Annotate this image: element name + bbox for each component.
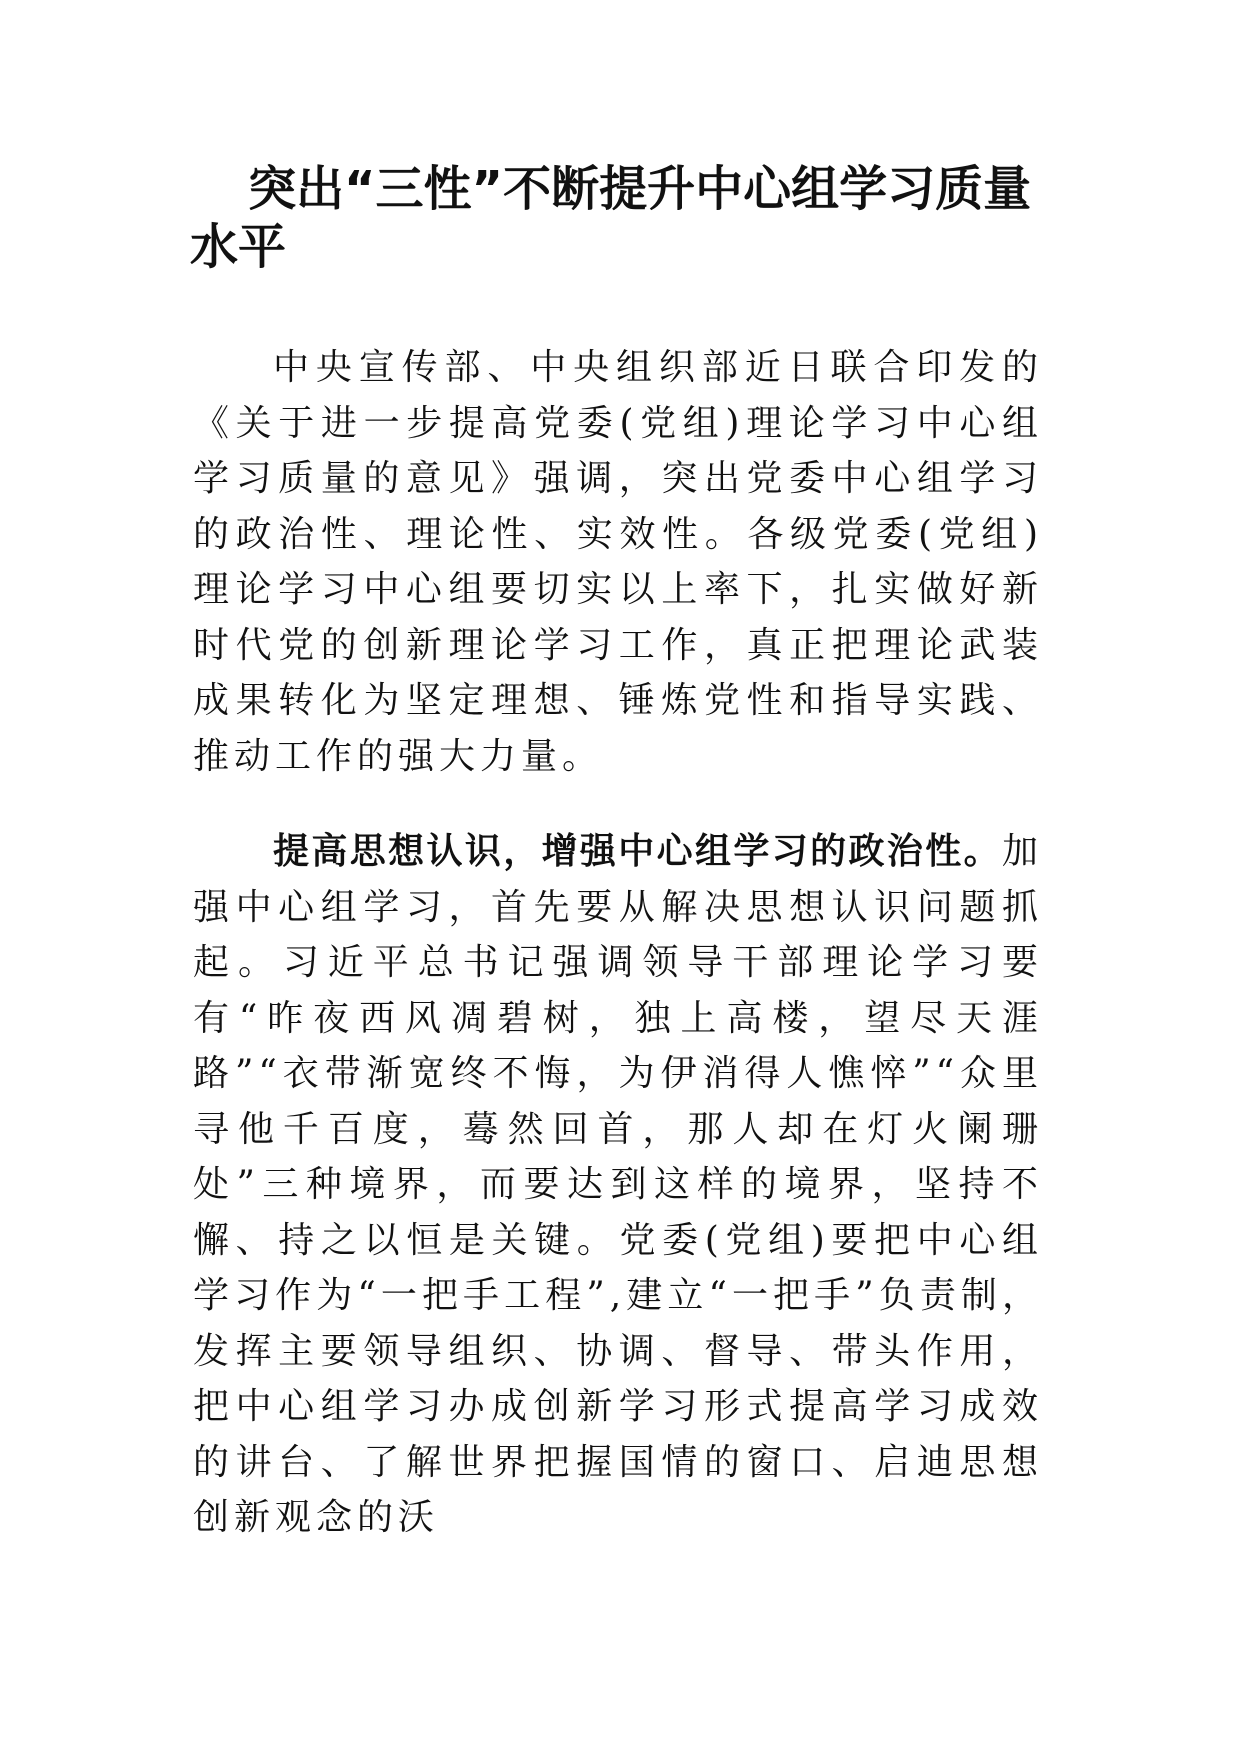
body-paragraph [193, 340, 1043, 784]
paragraph-text: 中央宣传部、中央组织部近日联合印发的《关于进一步提高党委(党组)理论学习中心组学习质量的意见》强调，突出党委中心组学习的政治性、理论性、实效性。各级党委(党组)理论学习中心组要切实以上率下，扎实做好新时代党的创新理论学习工作，真正把理论武装成果转化为坚定理想、锤炼党性和指导实践、推动工作的强大力量。 [193, 347, 1043, 777]
document-title: 突出“三性”不断提升中心组学习质量水平 [190, 161, 1032, 275]
paragraph-text: 加强中心组学习，首先要从解决思想认识问题抓起。习近平总书记强调领导干部理论学习要有“昨夜西风凋碧树，独上高楼，望尽天涯路”“衣带渐宽终不悔，为伊消得人憔悴”“众里寻他千百度，蓦然回首，那人却在灯火阑珊处”三种境界，而要达到这样的境界，坚持不懈、持之以恒是关键。党委(党组)要把中心组学习作为“一把手工程”,建立“一把手”负责制，发挥主要领导组织、协调、督导、带头作用，把中心组学习办成创新学习形式提高学习成效的讲台、了解世界把握国情的窗口、启迪思想创新观念的沃 [193, 831, 1043, 1538]
body-paragraph [193, 824, 1043, 1546]
paragraph-lead-heading: 提高思想认识，增强中心组学习的政治性。 [273, 831, 1002, 872]
